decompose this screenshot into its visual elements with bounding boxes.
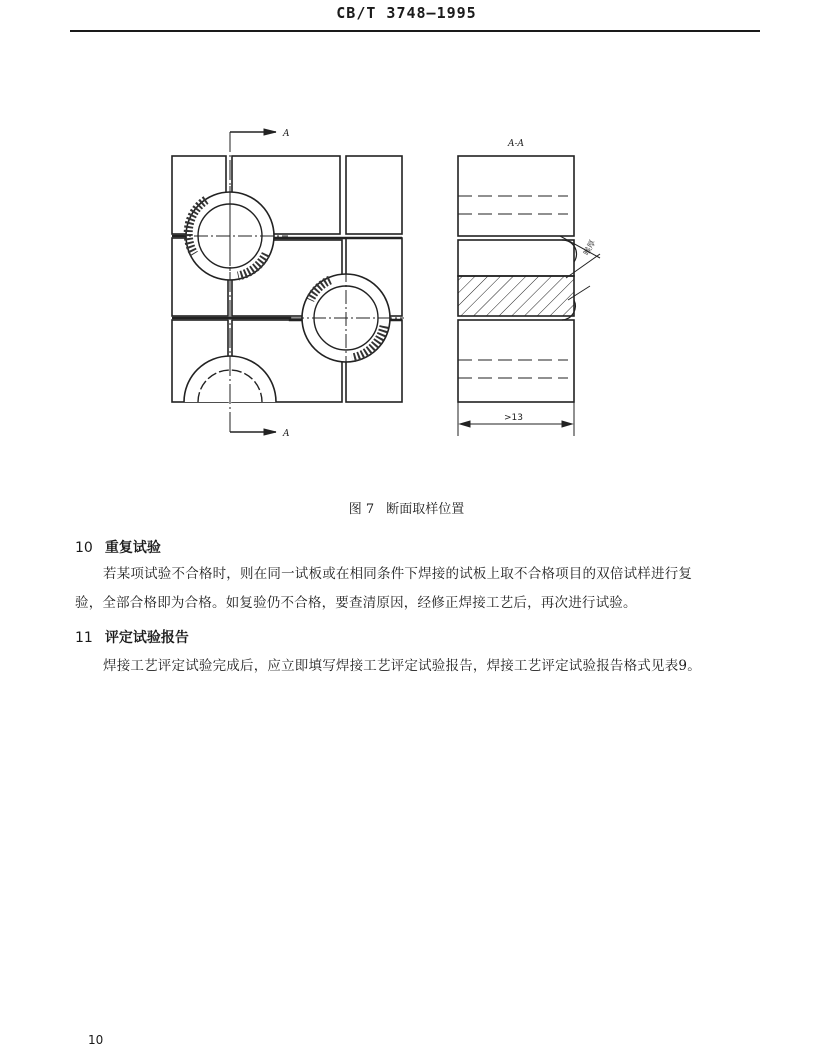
throat-label: 喉厚	[581, 238, 598, 257]
section-paragraph	[75, 652, 715, 681]
section-paragraph	[75, 560, 715, 618]
section-number: 10	[75, 540, 93, 556]
figure-caption	[0, 498, 813, 517]
section-number: 11	[75, 630, 93, 646]
paragraph-text: 焊接工艺评定试验完成后，应立即填写焊接工艺评定试验报告，焊接工艺评定试验报告格式见表9。	[103, 658, 701, 674]
section-mark-top: A	[283, 129, 290, 139]
lower-circle-weld	[290, 268, 404, 372]
section-view	[458, 156, 577, 402]
figure-number: 图 7	[348, 502, 375, 517]
section-mark-bottom: A	[283, 429, 290, 439]
section-title: A-A	[507, 139, 525, 149]
section-title: 评定试验报告	[104, 630, 189, 646]
section-heading-10	[75, 537, 161, 557]
section-title: 重复试验	[104, 540, 161, 556]
page-number: 10	[88, 1033, 104, 1047]
plate-block	[346, 156, 402, 234]
section-heading-11	[75, 627, 189, 647]
dimension-label: >13	[504, 413, 523, 423]
standard-header: CB/T 3748—1995	[336, 4, 477, 22]
paragraph-text: 若某项试验不合格时，则在同一试板或在相同条件下焊接的试板上取不合格项目的双倍试样进行复验，全部合格即为合格。如复验仍不合格，要查清原因，经修正焊接工艺后，再次进行试验。	[75, 566, 693, 611]
figure-title: 断面取样位置	[386, 502, 465, 517]
